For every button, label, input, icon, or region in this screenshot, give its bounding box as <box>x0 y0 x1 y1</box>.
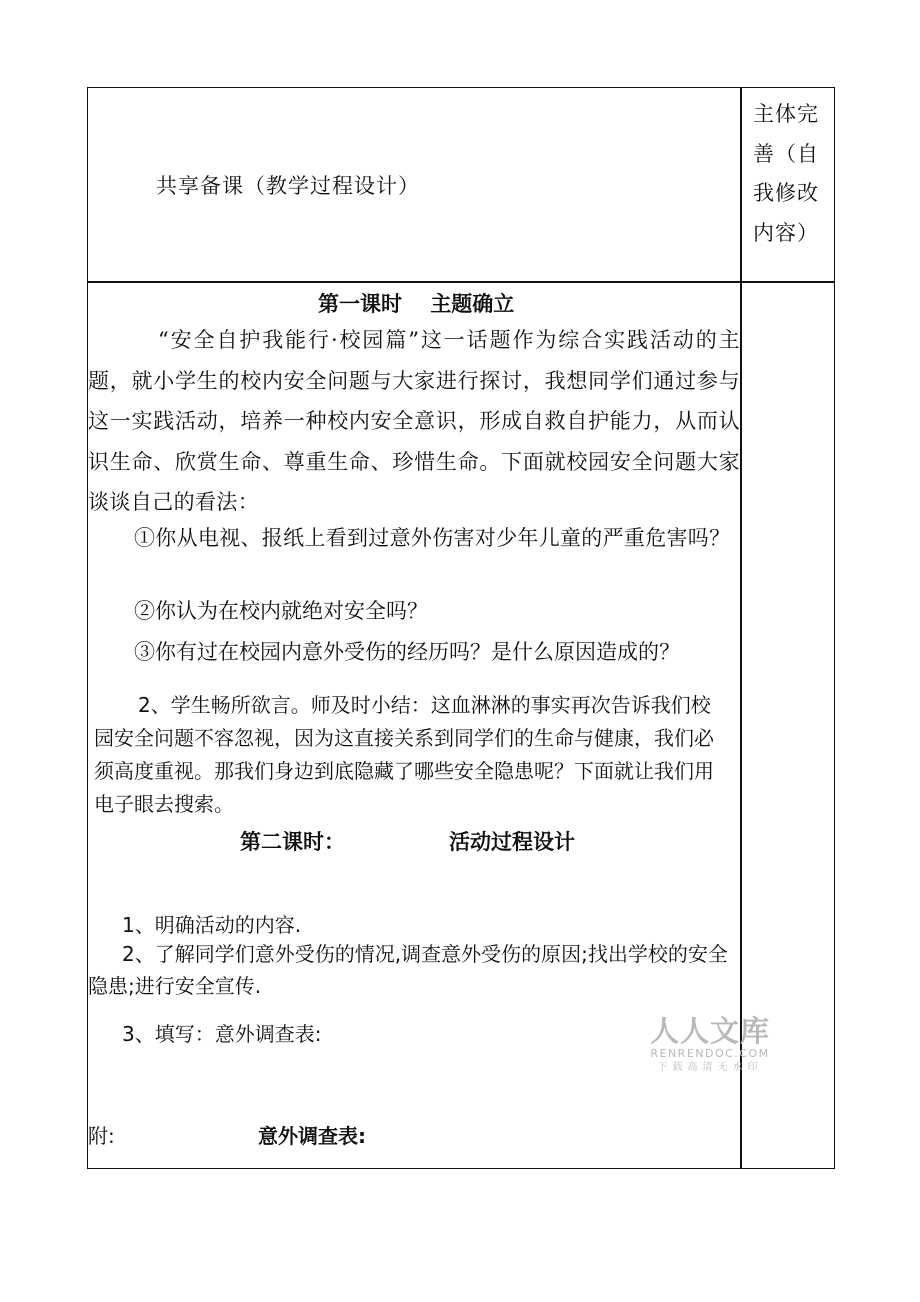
step-2: 2、了解同学们意外受伤的情况,调查意外受伤的原因;找出学校的安全隐患;进行安全宣传. <box>88 942 728 998</box>
appendix-label: 附: <box>88 1124 115 1148</box>
teacher-summary: 2、学生畅所欲言。师及时小结：这血淋淋的事实再次告诉我们校园安全问题不容忽视，因为这直接关系到同学们的生命与健康，我们必须高度重视。那我们身边到底隐藏了哪些安全隐患呢？下面就让我们用电子眼去搜索。 <box>94 693 714 816</box>
step-3: 3、填写：意外调查表: <box>122 1022 322 1046</box>
watermark-site-text: RENRENDOC.COM <box>650 1047 770 1060</box>
lesson1-intro: “安全自护我能行·校园篇”这一话题作为综合实践活动的主题，就小学生的校内安全问题与大家进行探讨，我想同学们通过参与这一实践活动，培养一种校内安全意识，形成自救自护能力，从而认识生命、欣赏生命、尊重生命、珍惜生命。下面就校园安全问题大家谈谈自己的看法： <box>88 328 740 514</box>
question-2: ②你认为在校内就绝对安全吗？ <box>134 599 428 623</box>
side-note: 主体完善（自我修改内容） <box>753 102 819 245</box>
watermark-main-text: 人人文库 <box>649 1014 770 1048</box>
question-3: ③你有过在校园内意外受伤的经历吗？是什么原因造成的？ <box>134 640 680 664</box>
header-title: 共享备课（教学过程设计） <box>156 174 420 198</box>
step-1: 1、明确活动的内容. <box>122 913 302 937</box>
watermark-sub-text: 下载高清无水印 <box>657 1062 763 1073</box>
lesson2-title: 第二课时： <box>240 829 345 854</box>
question-1: ①你从电视、报纸上看到过意外伤害对少年儿童的严重危害吗？ <box>134 526 731 550</box>
lesson1-title: 第一课时 主题确立 <box>318 291 515 316</box>
lesson2-subtitle: 活动过程设计 <box>449 829 575 854</box>
survey-table-title: 意外调查表: <box>258 1124 366 1148</box>
watermark-logo <box>648 1015 772 1075</box>
